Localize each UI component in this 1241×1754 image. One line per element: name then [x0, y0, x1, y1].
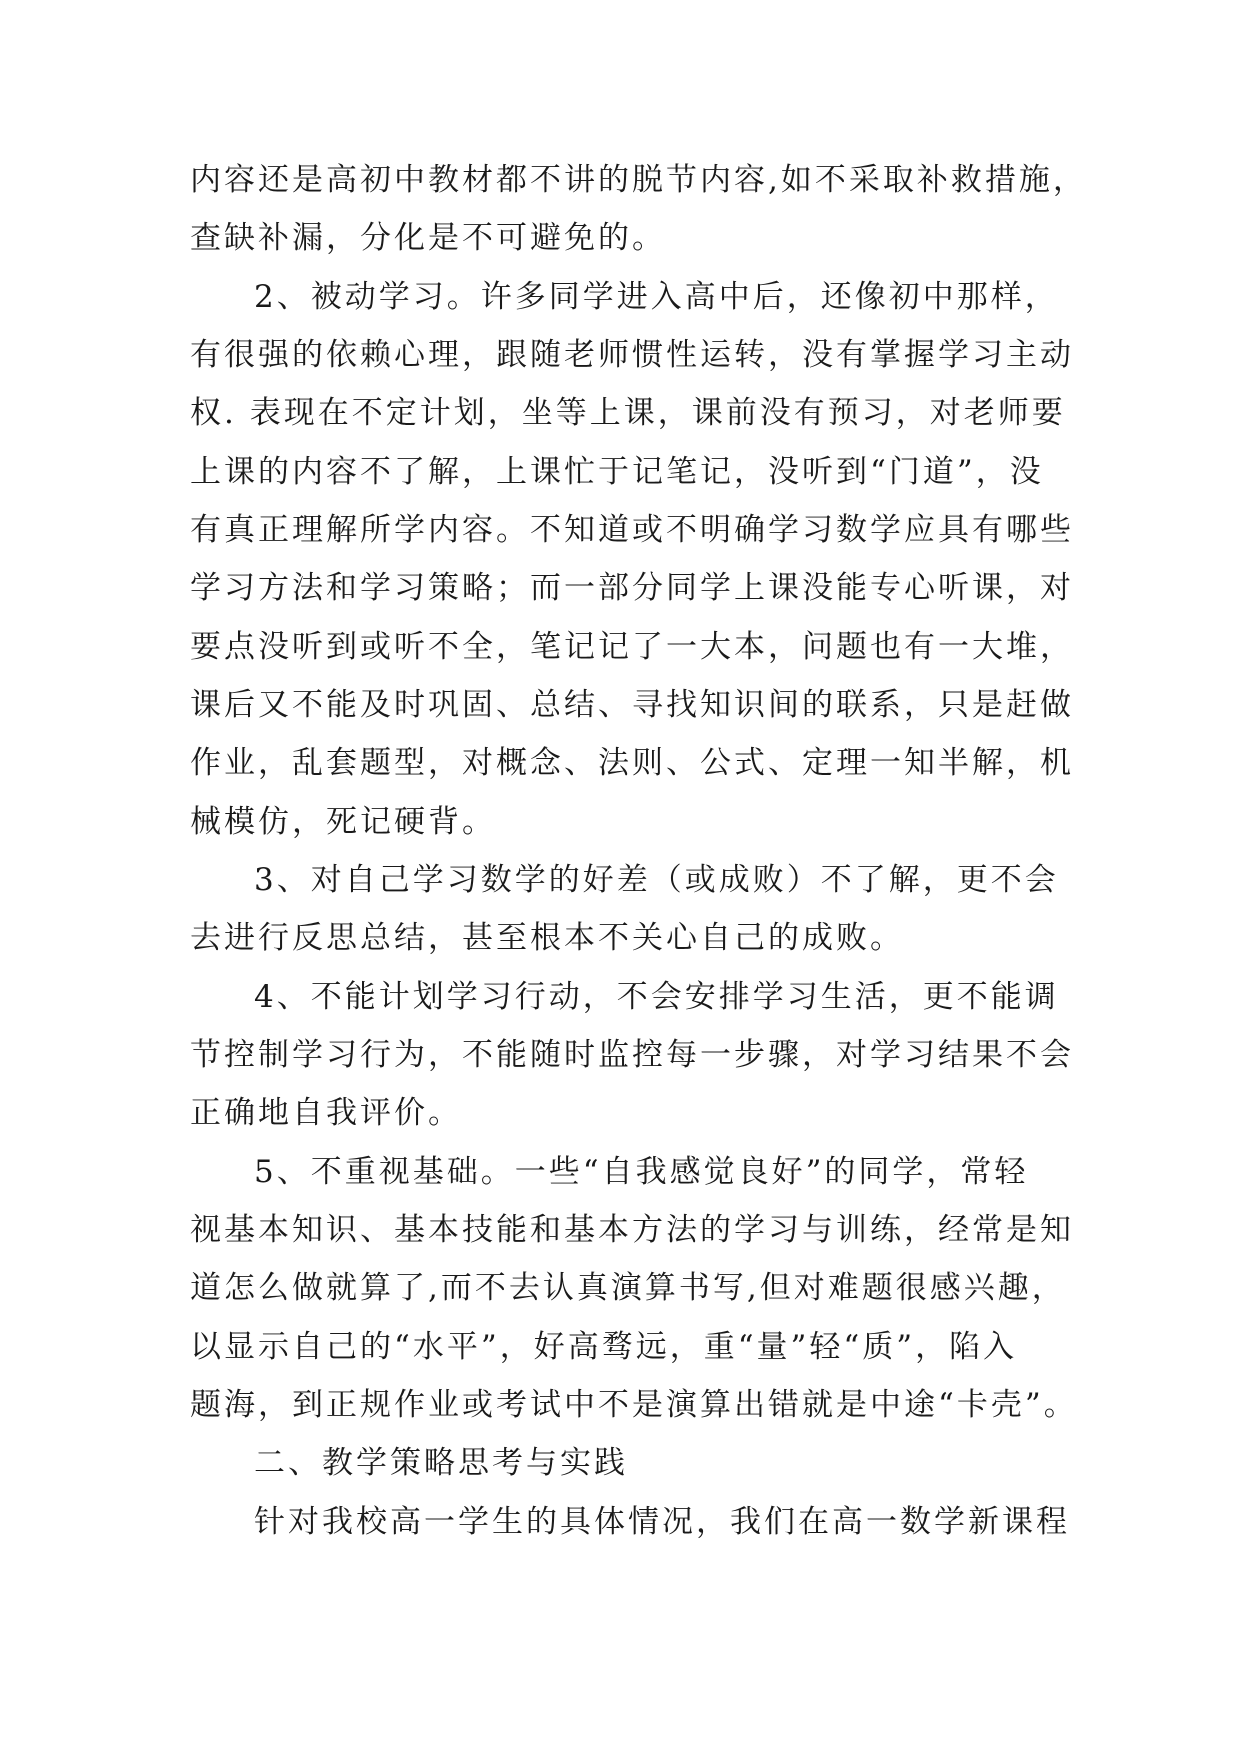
text-line: 去进行反思总结，甚至根本不关心自己的成败。	[190, 920, 904, 956]
text-line: 正确地自我评价。	[190, 1095, 462, 1131]
text-line: 要点没听到或听不全，笔记记了一大本，问题也有一大堆，	[190, 629, 1074, 665]
section-heading: 二、教学策略思考与实践	[254, 1445, 628, 1481]
paragraph-5-start: 5、不重视基础。一些“自我感觉良好”的同学，常轻	[254, 1154, 1029, 1190]
text-line: 作业，乱套题型，对概念、法则、公式、定理一知半解，机	[190, 745, 1074, 781]
text-line: 学习方法和学习策略；而一部分同学上课没能专心听课，对	[190, 570, 1074, 606]
text-line: 视基本知识、基本技能和基本方法的学习与训练，经常是知	[190, 1212, 1074, 1248]
text-line: 题海，到正规作业或考试中不是演算出错就是中途“卡壳”。	[190, 1387, 1078, 1423]
text-line: 权. 表现在不定计划，坐等上课，课前没有预习，对老师要	[190, 395, 1066, 431]
paragraph-4-start: 4、不能计划学习行动，不会安排学习生活，更不能调	[254, 979, 1059, 1015]
text-line: 上课的内容不了解，上课忙于记笔记，没听到“门道”，没	[190, 454, 1044, 490]
paragraph-2-start: 2、被动学习。许多同学进入高中后，还像初中那样，	[254, 279, 1059, 315]
paragraph-3-start: 3、对自己学习数学的好差（或成败）不了解，更不会	[254, 862, 1059, 898]
text-line: 内容还是高初中教材都不讲的脱节内容,如不采取补救措施，	[190, 162, 1087, 198]
text-line: 道怎么做就算了,而不去认真演算书写,但对难题很感兴趣，	[190, 1270, 1066, 1306]
text-line: 以显示自己的“水平”，好高骛远，重“量”轻“质”，陷入	[190, 1329, 1018, 1365]
text-line: 有很强的依赖心理，跟随老师惯性运转，没有掌握学习主动	[190, 337, 1074, 373]
text-line: 节控制学习行为，不能随时监控每一步骤，对学习结果不会	[190, 1037, 1074, 1073]
text-line: 有真正理解所学内容。不知道或不明确学习数学应具有哪些	[190, 512, 1074, 548]
text-line: 械模仿，死记硬背。	[190, 804, 496, 840]
paragraph-start: 针对我校高一学生的具体情况，我们在高一数学新课程	[254, 1504, 1070, 1540]
text-line: 查缺补漏，分化是不可避免的。	[190, 220, 666, 256]
text-line: 课后又不能及时巩固、总结、寻找知识间的联系，只是赶做	[190, 687, 1074, 723]
